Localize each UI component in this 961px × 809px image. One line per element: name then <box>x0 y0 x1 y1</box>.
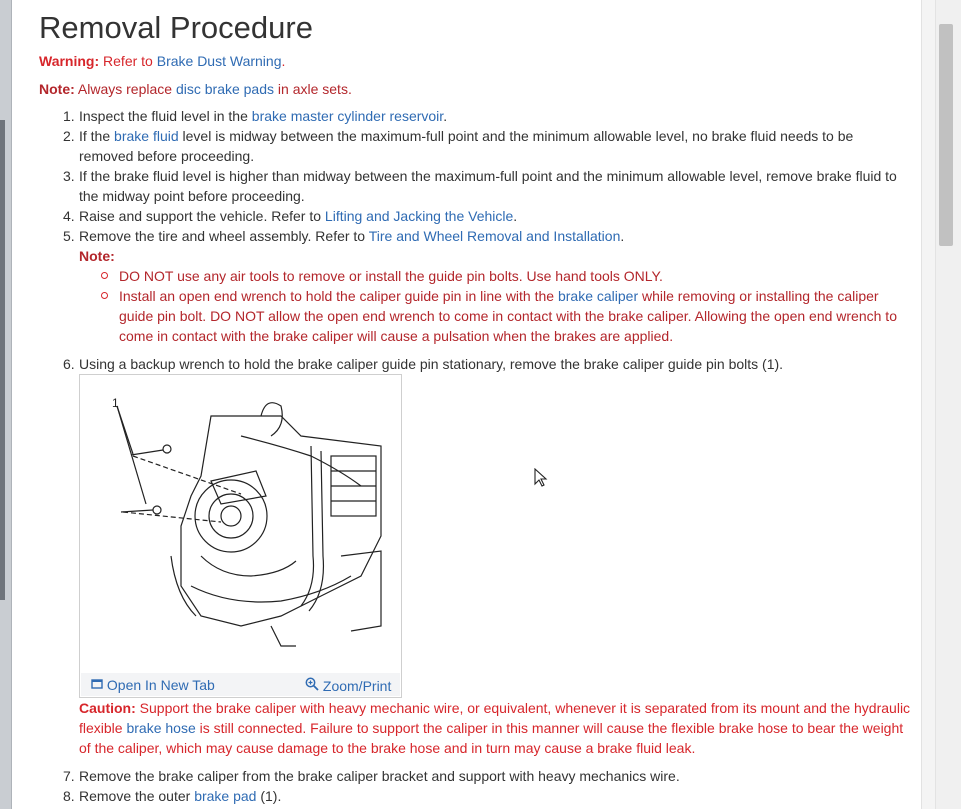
scrollbar-thumb[interactable] <box>939 24 953 246</box>
bullet-circle-icon <box>101 272 108 279</box>
scrollbar[interactable] <box>935 0 961 809</box>
warning-line: Warning: Refer to Brake Dust Warning. <box>39 53 286 69</box>
brake-pad-link[interactable]: brake pad <box>194 788 257 804</box>
step-4: 4. Raise and support the vehicle. Refer to Lifting and Jacking the Vehicle. <box>63 208 518 224</box>
new-tab-icon <box>91 678 103 690</box>
note-bullet: DO NOT use any air tools to remove or install the guide pin bolts. Use hand tools ONLY. <box>79 266 919 286</box>
zoom-icon <box>305 677 319 691</box>
step-1: 1. Inspect the fluid level in the brake master cylinder reservoir. <box>63 108 448 124</box>
disc-brake-pads-link[interactable]: disc brake pads <box>175 81 275 97</box>
open-in-new-tab-button[interactable]: Open In New Tab <box>91 677 215 693</box>
frame-accent <box>0 120 5 600</box>
step-3: 3. If the brake fluid level is higher than midway between the maximum-full point and the minimum allowable level, remove brake fluid to the midway point before proceeding. <box>63 168 897 204</box>
lifting-and-jacking-link[interactable]: Lifting and Jacking the Vehicle <box>324 208 514 224</box>
step-5-note-bullets <box>79 266 919 346</box>
tire-wheel-removal-link[interactable]: Tire and Wheel Removal and Installation <box>368 228 621 244</box>
note-label: Note: <box>39 81 75 97</box>
figure-callout-number: 1 <box>112 396 119 410</box>
brake-fluid-link[interactable]: brake fluid <box>114 128 179 144</box>
step-6: 6. Using a backup wrench to hold the brake caliper guide pin stationary, remove the brake caliper guide pin bolts (1). <box>63 356 784 372</box>
step-2: 2. If the brake fluid level is midway between the maximum-full point and the minimum allowable level, no brake fluid needs to be removed before proceeding. <box>63 128 854 164</box>
brake-caliper-illustration <box>81 376 400 672</box>
brake-caliper-link[interactable]: brake caliper <box>557 288 639 304</box>
step-5: 5. Remove the tire and wheel assembly. Refer to Tire and Wheel Removal and Installation. Note: DO NOT use any air tools to remove or install the guide pin bolts. Use hand tools ONLY. Install an open end wrench to hold the caliper guide pin in line with the brake caliper while removing or installing the caliper guide pin bolt. DO NOT allow the open end wrench to come in contact with the brake caliper. Allowing the open end wrench to come in contact with the brake caliper will cause a pulsation when the brakes are applied. <box>39 226 919 346</box>
mouse-cursor-icon <box>534 468 548 488</box>
bullet-circle-icon <box>101 292 108 299</box>
zoom-print-button[interactable]: Zoom/Print <box>305 677 391 694</box>
brake-master-cylinder-reservoir-link[interactable]: brake master cylinder reservoir <box>251 108 444 124</box>
caution-label: Caution: <box>79 700 136 716</box>
left-window-frame <box>0 0 12 809</box>
warning-label: Warning: <box>39 53 100 69</box>
step-5-note-label: Note: <box>79 248 115 264</box>
brake-hose-link[interactable]: brake hose <box>126 720 196 736</box>
procedure-steps <box>39 106 919 374</box>
note-line: Note: Always replace disc brake pads in axle sets. <box>39 81 352 97</box>
figure-toolbar <box>81 673 400 696</box>
page-title: Removal Procedure <box>39 10 313 45</box>
brake-caliper-figure[interactable] <box>79 374 402 698</box>
note-bullet: Install an open end wrench to hold the caliper guide pin in line with the brake caliper while removing or installing the caliper guide pin bolt. DO NOT allow the open end wrench to come in contact with the brake caliper. Allowing the open end wrench to come in contact with the brake caliper will cause a pulsation when the brakes are applied. <box>79 286 919 346</box>
brake-dust-warning-link[interactable]: Brake Dust Warning <box>156 53 282 69</box>
right-window-frame <box>921 0 936 809</box>
caution-block: Caution: Support the brake caliper with heavy mechanic wire, or equivalent, whenever it is separated from its mount and the hydraulic flexible brake hose is still connected. Failure to support the caliper in this manner will cause the flexible brake hose to bear the weight of the caliper, which may cause damage to the brake hose and in turn may cause a brake fluid leak. <box>79 700 911 756</box>
